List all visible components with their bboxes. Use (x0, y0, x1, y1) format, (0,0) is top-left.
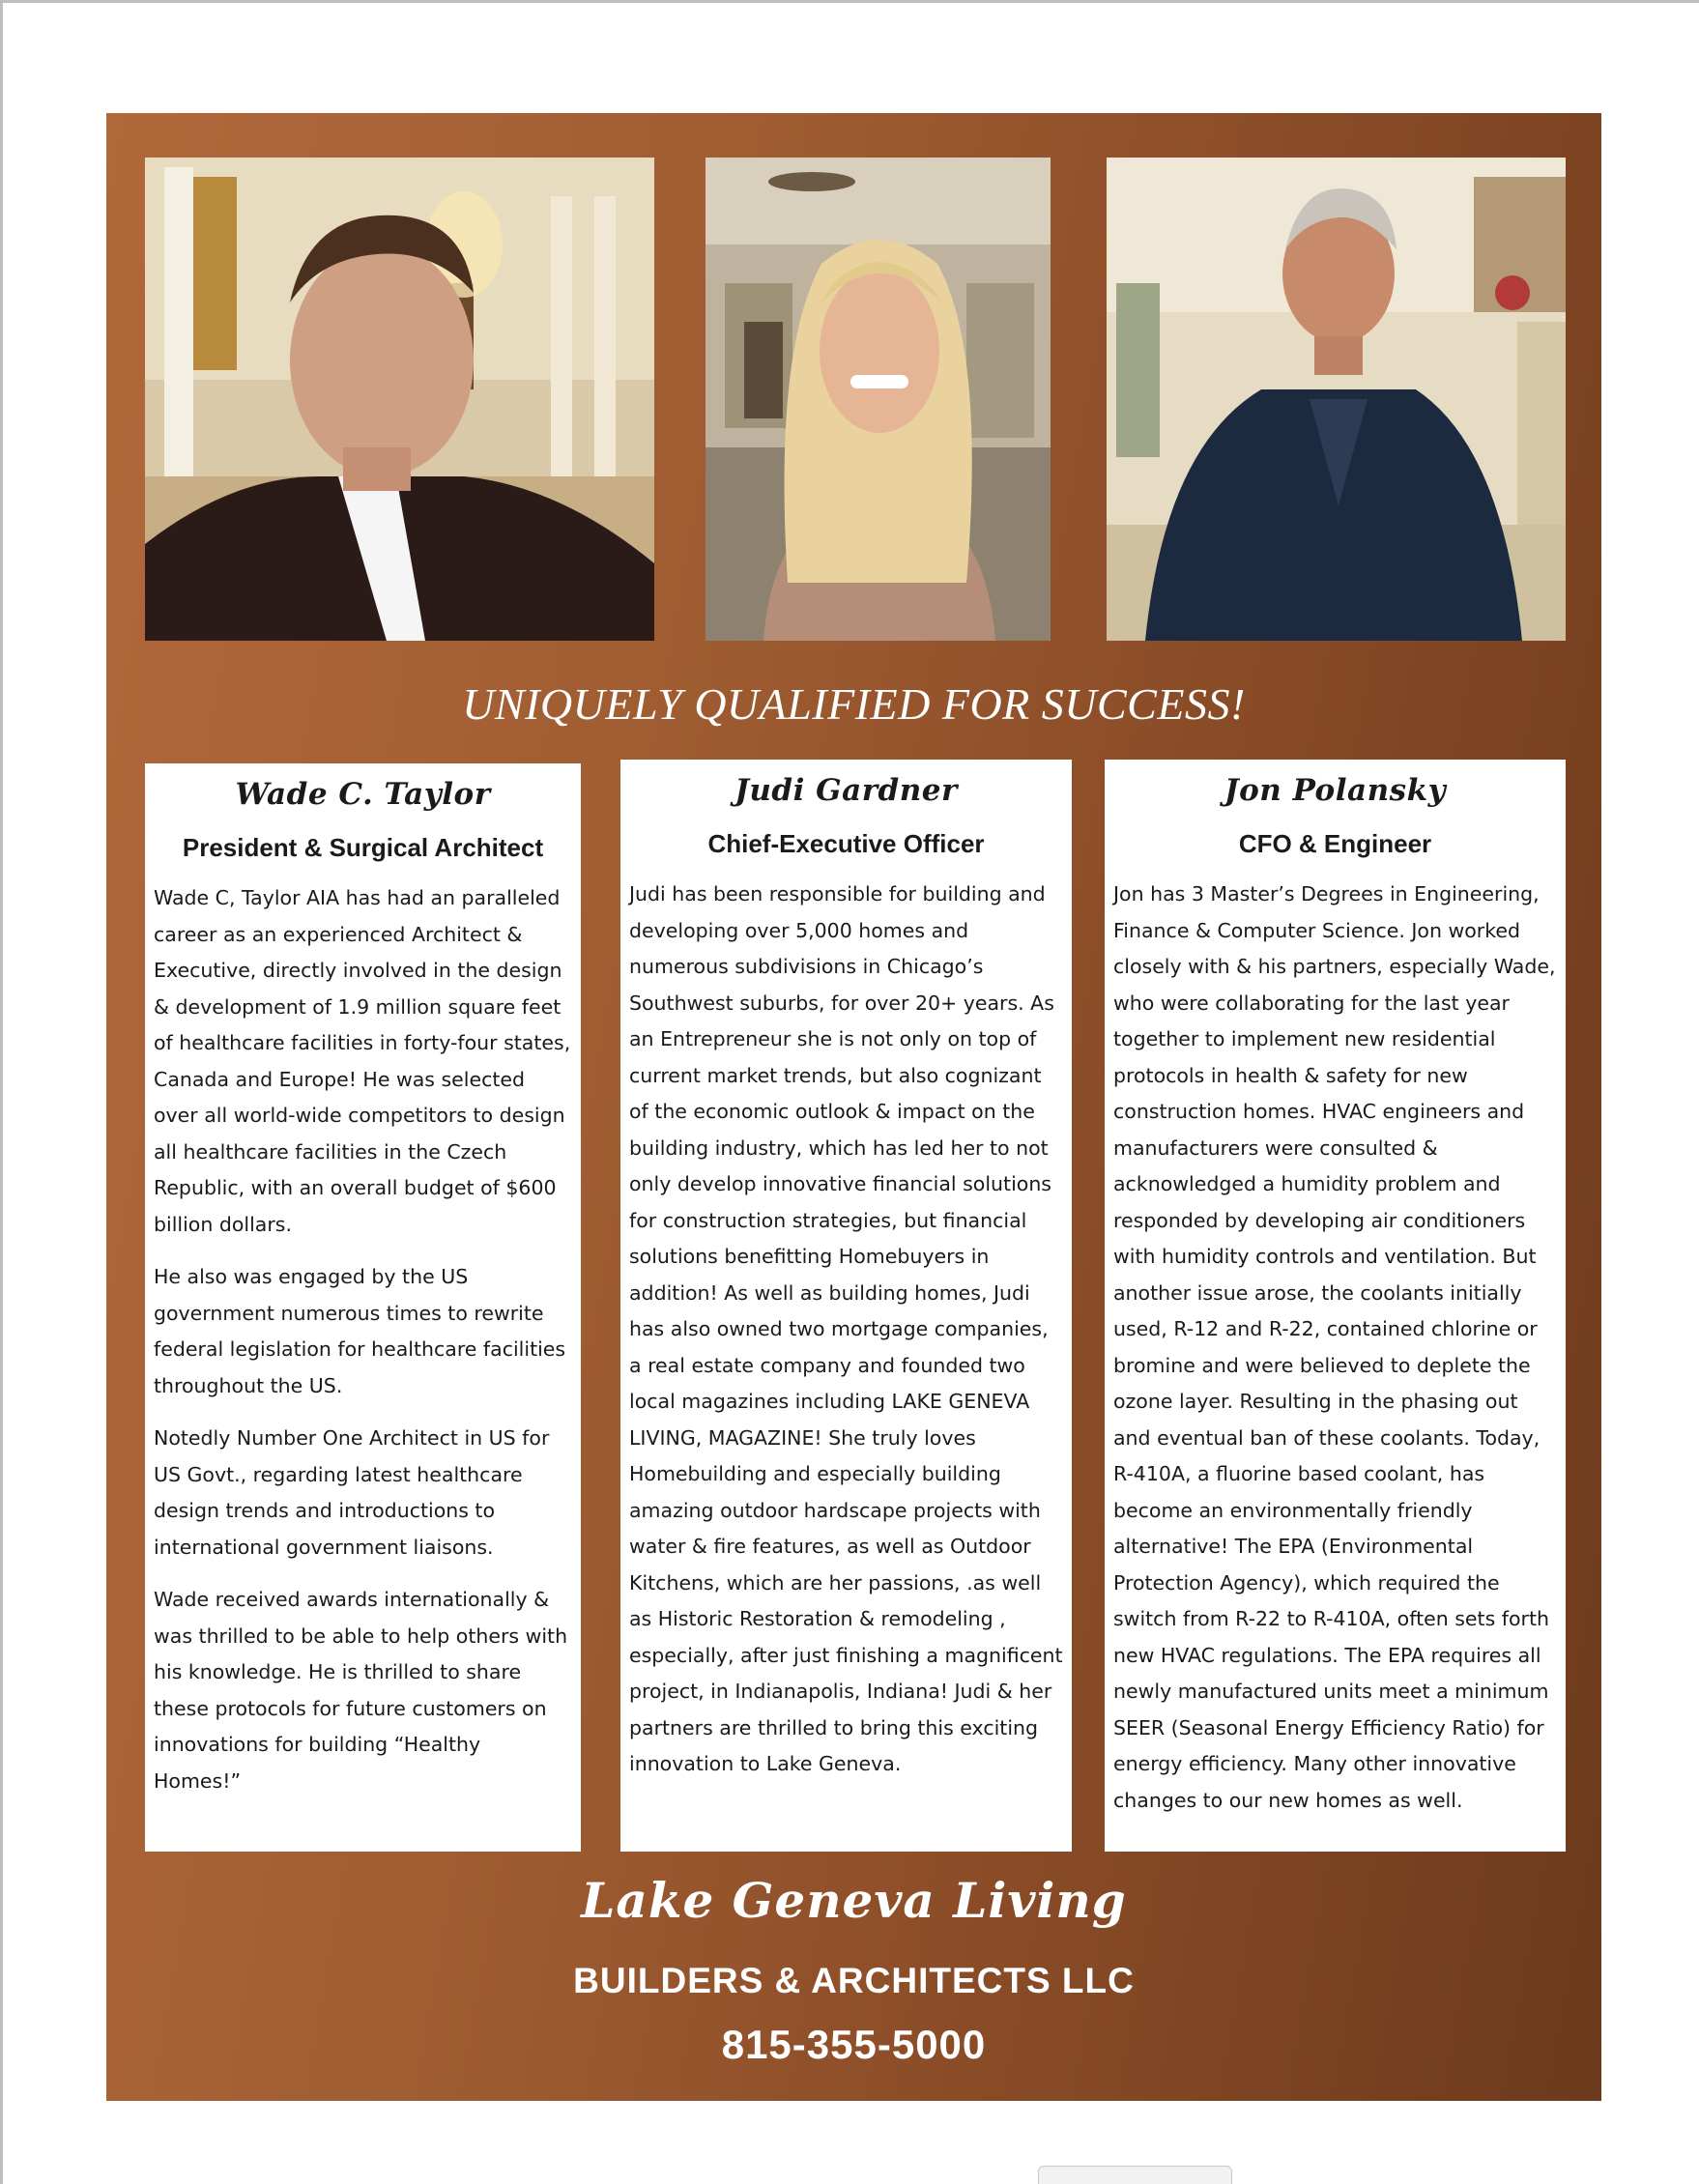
photo-judi-gardner (706, 158, 1051, 641)
person-name: Jon Polansky (1224, 773, 1447, 808)
flyer-panel (106, 113, 1601, 2101)
person-role: President & Surgical Architect (182, 833, 544, 862)
bio-paragraph: Wade C, Taylor AIA has had an paralleled career as an experienced Architect & Executive, directly involved in the design & development of 1.9 million square feet of healthcare facilities in forty-four states, Canada and Europe! He was selected over all world-wide competitors to design all healthcare facilities in the Czech Republic, with an overall budget of $600 billion dollars. (154, 886, 571, 1236)
person-role: CFO & Engineer (1238, 829, 1432, 858)
bio-card-jon-polansky (1105, 760, 1566, 1852)
company-name: BUILDERS & ARCHITECTS LLC (573, 1961, 1135, 2000)
bio-paragraph: Judi has been responsible for building and developing over 5,000 homes and numerous subdivisions in Chicago’s Southwest suburbs, for over 20+ years. As an Entrepreneur she is not only on top of current market trends, but also cognizant of the economic outlook & impact on the building industry, which has led her to not only develop innovative financial solutions for construction strategies, but financial solutions benefitting Homebuyers in addition! As well as building homes, Judi has also owned two mortgage companies, a real estate company and founded two local magazines including LAKE GENEVA LIVING, MAGAZINE! She truly loves Homebuilding and especially building amazing outdoor hardscape projects with water & fire features, as well as Outdoor Kitchens, which are her passions, .as well as Historic Restoration & remodeling , especially, after just finishing a magnificent project, in Indianapolis, Indiana! Judi & her partners are thrilled to bring this exciting innovation to Lake Geneva. (629, 882, 1063, 1775)
phone-number: 815-355-5000 (721, 2022, 987, 2067)
person-role: Chief-Executive Officer (707, 829, 985, 858)
bio-paragraph: He also was engaged by the US government numerous times to rewrite federal legislation for healthcare facilities throughout the US. (154, 1265, 566, 1397)
person-name: Judi Gardner (734, 773, 958, 808)
bio-paragraph: Jon has 3 Master’s Degrees in Engineering, Finance & Computer Science. Jon worked closely with & his partners, especially Wade, who were collaborating for the last year together to implement new residential protocols in health & safety for new construction homes. HVAC engineers and manufacturers were consulted & acknowledged a humidity problem and responded by developing air conditioners with humidity controls and ventilation. But another issue arose, the coolants initially used, R-12 and R-22, contained chlorine or bromine and were believed to deplete the ozone layer. Resulting in the phasing out and eventual ban of these coolants. Today, R-410A, a fluorine based coolant, has become an environmentally friendly alternative! The EPA (Environmental Protection Agency), which required the switch from R-22 to R-410A, often sets forth new HVAC regulations. The EPA requires all newly manufactured units meet a minimum SEER (Seasonal Energy Efficiency Ratio) for energy efficiency. Many other innovative changes to our new homes as well. (1113, 882, 1556, 1812)
headline: UNIQUELY QUALIFIED FOR SUCCESS! (462, 679, 1246, 729)
bio-paragraph: Notedly Number One Architect in US for US Govt., regarding latest healthcare design trends and introductions to international government liaisons. (154, 1426, 550, 1559)
bio-card-wade-taylor (145, 763, 581, 1852)
viewer-tab[interactable] (1038, 2166, 1232, 2184)
photo-jon-polansky (1107, 158, 1566, 641)
brand-logo-text: Lake Geneva Living (581, 1872, 1127, 1929)
photo-wade-taylor (145, 158, 654, 641)
person-name: Wade C. Taylor (235, 777, 491, 812)
bio-card-judi-gardner (620, 760, 1072, 1852)
bio-paragraph: Wade received awards internationally & was thrilled to be able to help others with his knowledge. He is thrilled to share these protocols for future customers on innovations for building “Healthy Homes!” (154, 1588, 568, 1793)
